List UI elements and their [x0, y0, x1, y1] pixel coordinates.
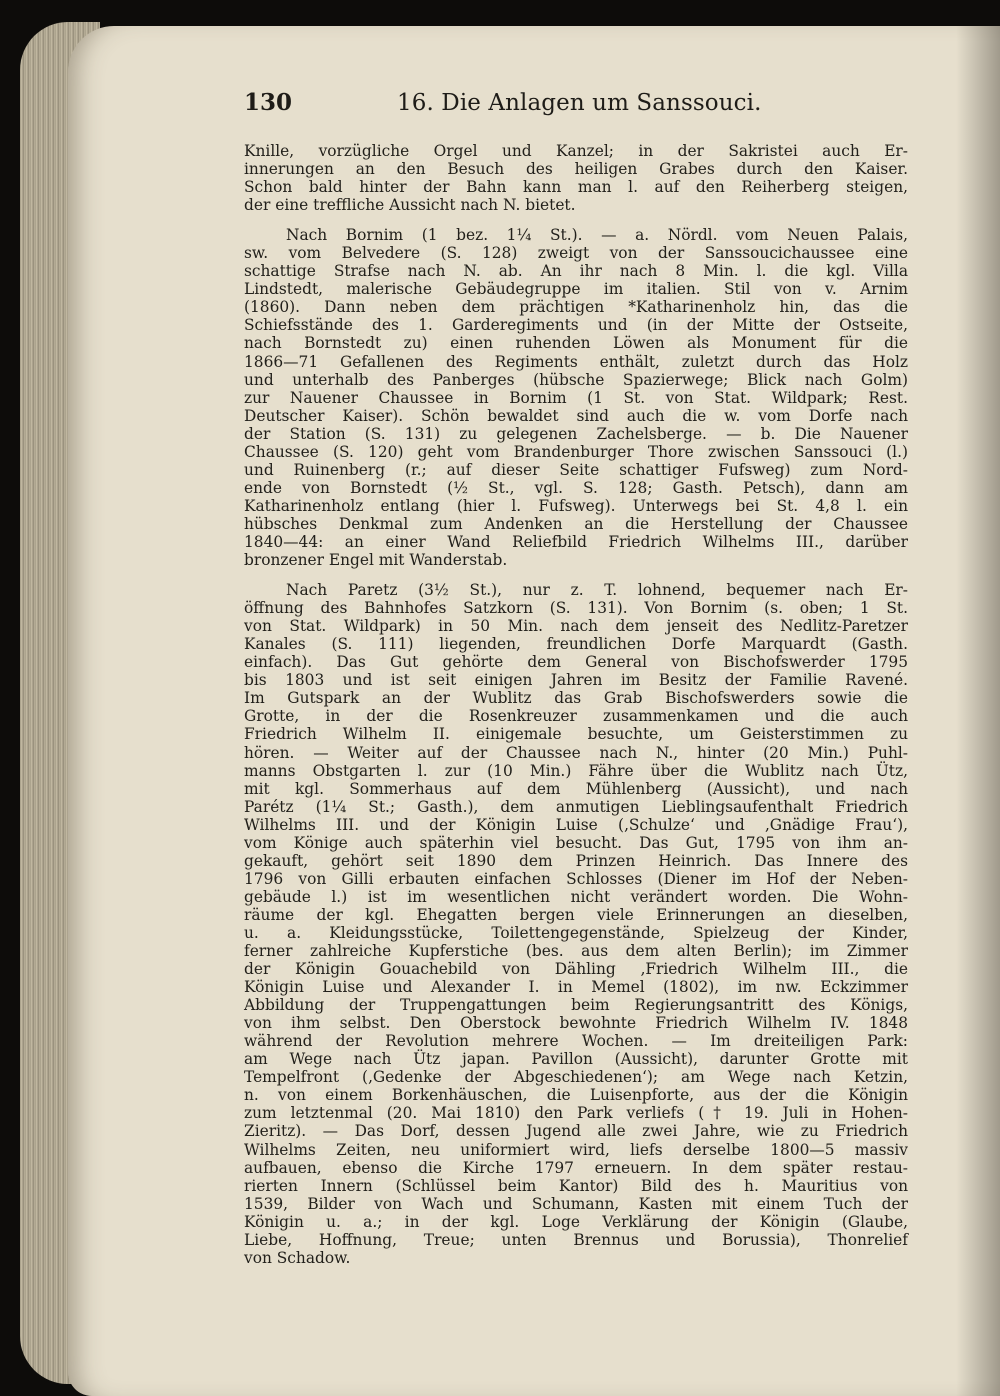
text-line: u. a. Kleidungsstücke, Toilettengegenstände, Spielzeug der Kinder,	[244, 923, 908, 942]
text-line: ende von Bornstedt (½ St., vgl. S. 128; Gasth. Petsch), dann am	[244, 478, 908, 497]
text-line: Schiefsstände des 1. Garderegiments und (in der Mitte der Ostseite,	[244, 316, 908, 335]
text-line: zum letztenmal (20. Mai 1810) den Park verliefs († 19. Juli in Hohen-	[244, 1104, 908, 1123]
text-line: gekauft, gehört seit 1890 dem Prinzen Heinrich. Das Innere des	[244, 851, 908, 870]
text-line: schattige Strafse nach N. ab. An ihr nach 8 Min. l. die kgl. Villa	[244, 262, 908, 281]
text-line: öffnung des Bahnhofes Satzkorn (S. 131). Von Bornim (s. oben; 1 St.	[244, 599, 908, 618]
text-line: der Station (S. 131) zu gelegenen Zachelsberge. — b. Die Nauener	[244, 424, 908, 443]
text-line: n. von einem Borkenhäuschen, die Luisenpforte, aus der die Königin	[244, 1086, 908, 1105]
text-line: während der Revolution mehrere Wochen. — Im dreiteiligen Park:	[244, 1032, 908, 1051]
text-line: Lindstedt, malerische Gebäudegruppe im italien. Stil von v. Arnim	[244, 280, 908, 299]
text-line: hören. — Weiter auf der Chaussee nach N., hinter (20 Min.) Puhl-	[244, 743, 908, 762]
text-line: Friedrich Wilhelm II. einigemale besuchte, um Geisterstimmen zu	[244, 725, 908, 744]
text-line: Tempelfront (‚Gedenke der Abgeschiedenen‘); am Wege nach Ketzin,	[244, 1068, 908, 1087]
text-line: gebäude l.) ist im wesentlichen nicht verändert worden. Die Wohn-	[244, 887, 908, 906]
text-line: Parétz (1¼ St.; Gasth.), dem anmutigen Lieblingsaufenthalt Friedrich	[244, 797, 908, 816]
body-text	[244, 142, 908, 1279]
text-line: Wilhelms III. und der Königin Luise (‚Schulze‘ und ‚Gnädige Frau‘),	[244, 815, 908, 834]
text-line: am Wege nach Ütz japan. Pavillon (Aussicht), darunter Grotte mit	[244, 1050, 908, 1069]
text-line: von Schadow.	[244, 1248, 351, 1267]
text-line: 1866—71 Gefallenen des Regiments enthält, zuletzt durch das Holz	[244, 352, 908, 371]
text-line: Nach Paretz (3½ St.), nur z. T. lohnend, bequemer nach Er-	[286, 581, 908, 600]
text-line: Deutscher Kaiser). Schön bewaldet sind auch die w. vom Dorfe nach	[244, 406, 908, 425]
text-line: Knille, vorzügliche Orgel und Kanzel; in der Sakristei auch Er-	[244, 142, 908, 160]
text-line: 1539, Bilder von Wach und Schumann, Kasten mit einem Tuch der	[244, 1194, 908, 1213]
text-line: (1860). Dann neben dem prächtigen *Katharinenholz hin, das die	[244, 298, 908, 317]
text-line: Liebe, Hoffnung, Treue; unten Brennus und Borussia), Thonrelief	[244, 1230, 908, 1249]
text-line: aufbauen, ebenso die Kirche 1797 erneuern. In dem später restau-	[244, 1158, 908, 1177]
text-line: Zieritz). — Das Dorf, dessen Jugend alle zwei Jahre, wie zu Friedrich	[244, 1122, 908, 1141]
text-line: bronzener Engel mit Wanderstab.	[244, 551, 508, 570]
text-line: der eine treffliche Aussicht nach N. bietet.	[244, 196, 576, 215]
text-line: und unterhalb des Panberges (hübsche Spazierwege; Blick nach Golm)	[244, 370, 908, 389]
paragraph	[244, 581, 908, 1267]
text-line: nach Bornstedt zu) einen ruhenden Löwen als Monument für die	[244, 334, 908, 353]
text-line: bis 1803 und ist seit einigen Jahren im Besitz der Familie Ravené.	[244, 671, 908, 690]
text-line: räume der kgl. Ehegatten bergen viele Erinnerungen an dieselben,	[244, 905, 908, 924]
text-line: mit kgl. Sommerhaus auf dem Mühlenberg (Aussicht), und nach	[244, 779, 908, 798]
text-line: Chaussee (S. 120) geht vom Brandenburger Thore zwischen Sanssouci (l.)	[244, 442, 908, 461]
paragraph	[244, 142, 908, 214]
text-line: von ihm selbst. Den Oberstock bewohnte Friedrich Wilhelm IV. 1848	[244, 1014, 908, 1033]
text-line: Königin Luise und Alexander I. in Memel (1802), im nw. Eckzimmer	[244, 978, 908, 997]
text-line: einfach). Das Gut gehörte dem General von Bischofswerder 1795	[244, 653, 908, 672]
page-header	[244, 86, 914, 120]
text-line: 1796 von Gilli erbauten einfachen Schlosses (Diener im Hof der Neben-	[244, 869, 908, 888]
text-line: zur Nauener Chaussee in Bornim (1 St. von Stat. Wildpark; Rest.	[244, 388, 908, 407]
text-line: Im Gutspark an der Wublitz das Grab Bischofswerders sowie die	[244, 689, 908, 708]
text-line: ferner zahlreiche Kupferstiche (bes. aus dem alten Berlin); im Zimmer	[244, 942, 908, 961]
text-line: Nach Bornim (1 bez. 1¼ St.). — a. Nördl. vom Neuen Palais,	[286, 226, 908, 245]
text-line: Schon bald hinter der Bahn kann man l. auf den Reiherberg steigen,	[244, 178, 908, 197]
text-line: hübsches Denkmal zum Andenken an die Herstellung der Chaussee	[244, 514, 908, 533]
text-line: und Ruinenberg (r.; auf dieser Seite schattiger Fufsweg) zum Nord-	[244, 460, 908, 479]
text-line: Abbildung der Truppengattungen beim Regierungsantritt des Königs,	[244, 996, 908, 1015]
text-line: 1840—44: an einer Wand Reliefbild Friedrich Wilhelms III., darüber	[244, 532, 908, 551]
text-line: Wilhelms Zeiten, neu uniformiert wird, liefs derselbe 1800—5 massiv	[244, 1140, 908, 1159]
paragraph	[244, 226, 908, 569]
text-line: sw. vom Belvedere (S. 128) zweigt von der Sanssoucichaussee eine	[244, 244, 908, 263]
text-line: Katharinenholz entlang (hier l. Fufsweg). Unterwegs bei St. 4,8 l. ein	[244, 496, 908, 515]
text-line: rierten Innern (Schlüssel beim Kantor) Bild des h. Mauritius von	[244, 1176, 908, 1195]
text-line: vom Könige auch späterhin viel besucht. Das Gut, 1795 von ihm an-	[244, 833, 908, 852]
text-line: Kanales (S. 111) liegenden, freundlichen Dorfe Marquardt (Gasth.	[244, 635, 908, 654]
running-title: 16. Die Anlagen um Sanssouci.	[397, 90, 762, 116]
page-number: 130	[244, 89, 293, 116]
text-line: Grotte, in der die Rosenkreuzer zusammenkamen und die auch	[244, 707, 908, 726]
text-line: von Stat. Wildpark) in 50 Min. nach dem jenseit des Nedlitz-Paretzer	[244, 617, 908, 636]
text-line: innerungen an den Besuch des heiligen Grabes durch den Kaiser.	[244, 160, 908, 179]
text-line: der Königin Gouachebild von Dähling ‚Friedrich Wilhelm III., die	[244, 960, 908, 979]
text-line: manns Obstgarten l. zur (10 Min.) Fähre über die Wublitz nach Ütz,	[244, 761, 908, 780]
text-line: Königin u. a.; in der kgl. Loge Verklärung der Königin (Glaube,	[244, 1212, 908, 1231]
